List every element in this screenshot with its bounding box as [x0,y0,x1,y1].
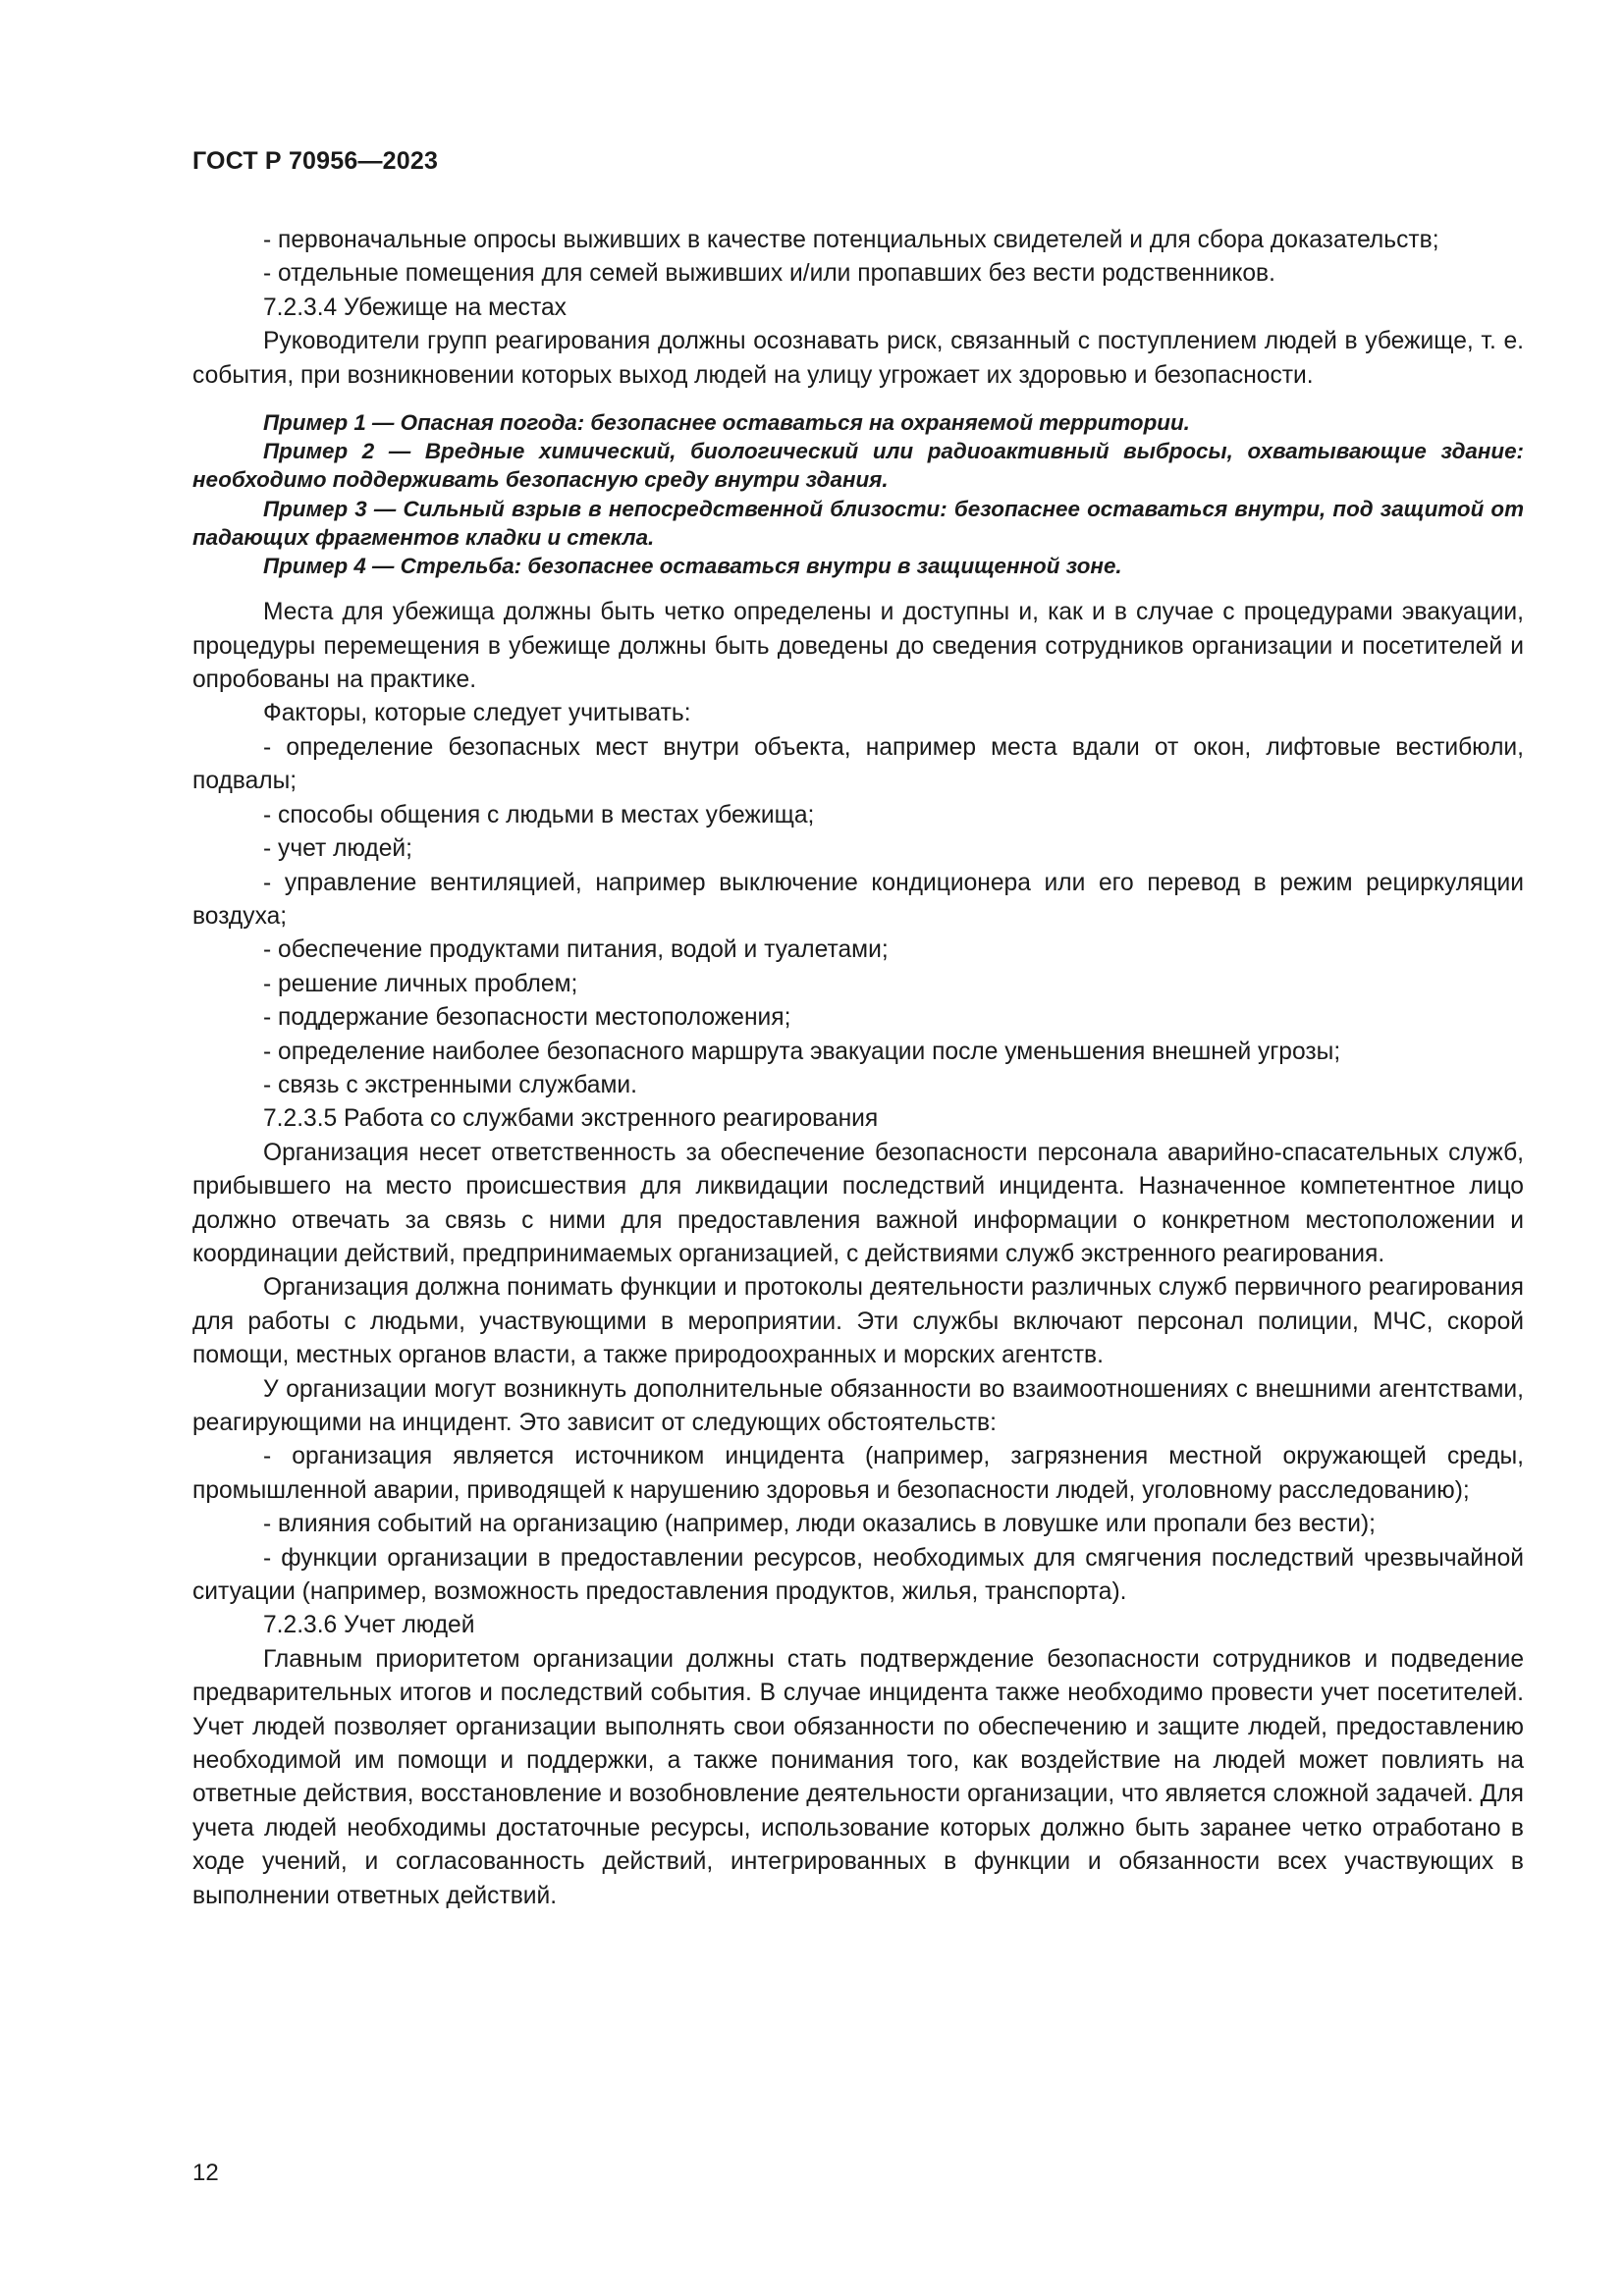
page-body [192,224,1524,1913]
page-number: 12 [192,2160,219,2186]
paragraph: Организация несет ответственность за обеспечение безопасности персонала аварийно-спасательных служб, прибывшего на место происшествия для ликвидации последствий инцидента. Назначенное компетентное лицо должно отвечать за связь с ними для предоставления важной информации о конкретном местоположении и координации действий, предпринимаемых организацией, с действиями служб экстренного реагирования. [192,1139,1524,1267]
example-note: Пример 4 — Стрельба: безопаснее оставаться внутри в защищенной зоне. [263,554,1122,579]
list-item: - первоначальные опросы выживших в качестве потенциальных свидетелей и для сбора доказательств; [263,227,1439,253]
section-heading: 7.2.3.4 Убежище на местах [263,294,567,321]
list-item: - влияния событий на организацию (например, люди оказались в ловушке или пропали без вести); [263,1511,1376,1538]
list-item: - поддержание безопасности местоположения; [263,1004,791,1032]
paragraph: Места для убежища должны быть четко определены и доступны и, как и в случае с процедурами эвакуации, процедуры перемещения в убежище должны быть доведены до сведения сотрудников организации и посетителей и опробованы на практике. [192,599,1524,694]
list-item: - обеспечение продуктами питания, водой и туалетами; [263,936,889,964]
paragraph: Руководители групп реагирования должны осознавать риск, связанный с поступлением людей в убежище, т. е. события, при возникновении которых выход людей на улицу угрожает их здоровью и безопасности. [192,328,1524,389]
example-note: Пример 1 — Опасная погода: безопаснее оставаться на охраняемой территории. [263,410,1190,436]
section-heading: 7.2.3.6 Учет людей [263,1612,475,1639]
list-item: - управление вентиляцией, например выключение кондиционера или его перевод в режим рециркуляции воздуха; [192,869,1524,930]
list-item: - решение личных проблем; [263,970,578,997]
example-note: Пример 3 — Сильный взрыв в непосредственной близости: безопаснее оставаться внутри, под защитой от падающих фрагментов кладки и стекла. [192,496,1524,550]
list-item: - определение наиболее безопасного маршрута эвакуации после уменьшения внешней угрозы; [263,1038,1341,1065]
document-code-header: ГОСТ Р 70956—2023 [192,147,439,175]
list-item: - связь с экстренными службами. [263,1071,637,1098]
list-item: - отдельные помещения для семей выживших и/или пропавших без вести родственников. [263,260,1275,288]
paragraph: Факторы, которые следует учитывать: [263,700,691,727]
section-heading: 7.2.3.5 Работа со службами экстренного реагирования [263,1105,879,1133]
list-item: - определение безопасных мест внутри объекта, например места вдали от окон, лифтовые вестибюли, подвалы; [192,733,1524,795]
list-item: - функции организации в предоставлении ресурсов, необходимых для смягчения последствий чрезвычайной ситуации (например, возможность предоставления продуктов, жилья, транспорта). [192,1544,1524,1606]
list-item: - способы общения с людьми в местах убежища; [263,801,815,828]
paragraph: Организация должна понимать функции и протоколы деятельности различных служб первичного реагирования для работы с людьми, участвующими в мероприятии. Эти службы включают персонал полиции, МЧС, скорой помощи, местных органов власти, а также природоохранных и морских агентств. [192,1274,1524,1369]
paragraph: У организации могут возникнуть дополнительные обязанности во взаимоотношениях с внешними агентствами, реагирующими на инцидент. Это зависит от следующих обстоятельств: [192,1375,1524,1436]
list-item: - учет людей; [263,835,412,863]
example-note: Пример 2 — Вредные химический, биологический или радиоактивный выбросы, охватывающие здание: необходимо поддерживать безопасную среду внутри здания. [192,439,1524,493]
paragraph: Главным приоритетом организации должны стать подтверждение безопасности сотрудников и подведение предварительных итогов и последствий события. В случае инцидента также необходимо провести учет посетителей. Учет людей позволяет организации выполнять свои обязанности по обеспечению и защите людей, предоставлению необходимой им помощи и поддержки, а также понимания того, как воздействие на людей может повлиять на ответные действия, восстановление и возобновление деятельности организации, что является сложной задачей. Для учета людей необходимы достаточные ресурсы, использование которых должно быть заранее четко отработано в ходе учений, и согласованность действий, интегрированных в функции и обязанности всех участвующих в выполнении ответных действий. [192,1645,1524,1909]
list-item: - организация является источником инцидента (например, загрязнения местной окружающей среды, промышленной аварии, приводящей к нарушению здоровья и безопасности людей, уголовному расследованию); [192,1443,1524,1504]
